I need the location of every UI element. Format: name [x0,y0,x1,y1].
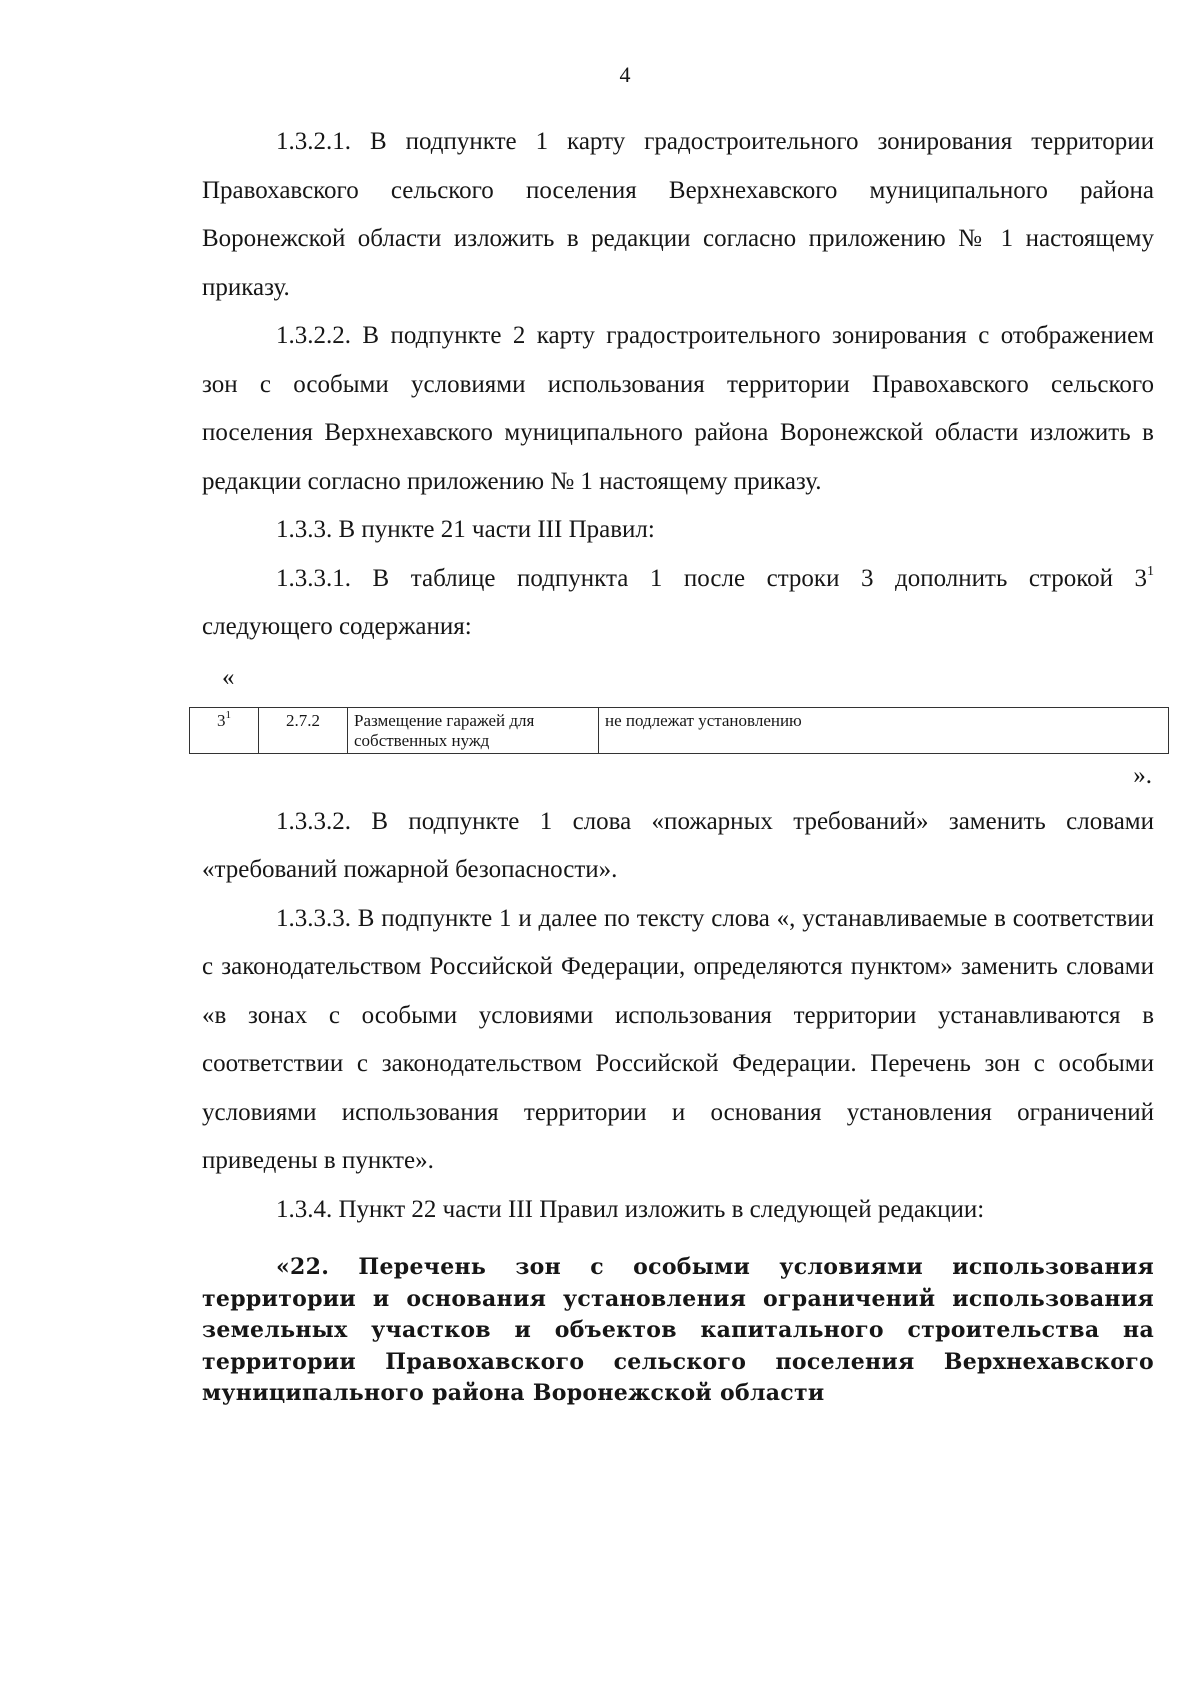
paragraph-1-3-2-1: 1.3.2.1. В подпункте 1 карту градостроительного зонирования территории Правохавского сельского поселения Верхнехавского муниципального района Воронежской области изложить в редакции согласно приложению № 1 настоящему приказу. [202,128,1154,301]
row-number: 3 [217,710,226,730]
paragraph-1-3-4: 1.3.4. Пункт 22 части III Правил изложить в следующей редакции: [276,1195,985,1223]
paragraph-1-3-3-1-text: 1.3.3.1. В таблице подпункта 1 после строки 3 дополнить строкой 3 [276,564,1147,592]
table-cell-value: не подлежат установлению [599,707,1169,753]
closing-quote: ». [1133,761,1152,789]
superscript-index: 1 [1147,563,1154,579]
table-cell-number [190,707,259,753]
paragraph-1-3-3-1 [202,555,1154,604]
row-number-superscript: 1 [225,708,231,721]
table-row [190,707,1169,753]
table-cell-code: 2.7.2 [259,707,348,753]
paragraph-1-3-3-2: 1.3.3.2. В подпункте 1 слова «пожарных требований» заменить словами «требований пожарной безопасности». [202,807,1154,883]
paragraph-1-3-3-3: 1.3.3.3. В подпункте 1 и далее по тексту слова «, устанавливаемые в соответствии с законодательством Российской Федерации, определяются пунктом» заменить словами «в зонах с особыми условиями использования территории устанавливаются в соответствии с законодательством Российской Федерации. Перечень зон с особыми условиями использования территории и основания установления ограничений приведены в пункте». [202,904,1154,1174]
paragraph-1-3-3: 1.3.3. В пункте 21 части III Правил: [276,516,655,543]
document-body [202,118,1154,1410]
paragraph-1-3-2-2: 1.3.2.2. В подпункте 2 карту градостроительного зонирования с отображением зон с особыми условиями использования территории Правохавского сельского поселения Верхнехавского муниципального района Воронежской области изложить в редакции согласно приложению № 1 настоящему приказу. [202,322,1154,495]
section-heading-22: «22. Перечень зон с особыми условиями использования территории и основания установления ограничений использования земельных участков и объектов капитального строительства на территории Правохавского сельского поселения Верхнехавского муниципального района Воронежской области [202,1254,1154,1406]
page-number: 4 [619,62,631,87]
inserted-table [189,707,1169,754]
table-cell-name: Размещение гаражей для собственных нужд [348,707,599,753]
paragraph-1-3-3-1-continuation: следующего содержания: [202,613,472,640]
opening-quote: « [222,663,235,691]
